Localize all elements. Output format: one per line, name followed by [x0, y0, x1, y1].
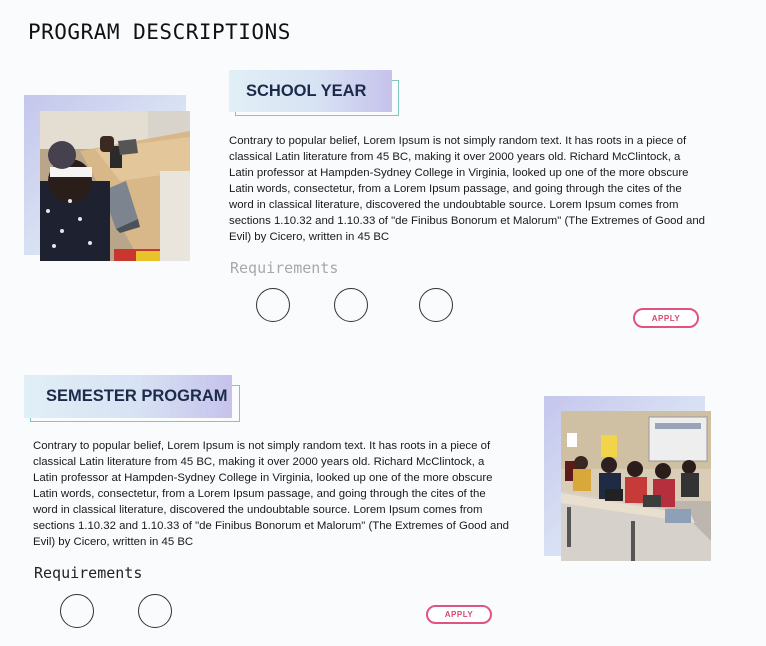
program-title: SEMESTER PROGRAM: [46, 387, 228, 405]
apply-button[interactable]: APPLY: [633, 308, 699, 328]
requirement-icon-circle: [60, 594, 94, 628]
apply-button[interactable]: APPLY: [426, 605, 492, 624]
program-title: SCHOOL YEAR: [246, 81, 367, 100]
page-title: PROGRAM DESCRIPTIONS: [28, 20, 291, 44]
program-photo-students-laptops: [40, 111, 190, 261]
requirements-heading: Requirements: [230, 259, 339, 277]
requirement-icon-circle: [419, 288, 453, 322]
program-title-banner: [24, 375, 240, 423]
program-title-banner: [229, 70, 399, 116]
program-description: Contrary to popular belief, Lorem Ipsum is not simply random text. It has roots in a piece of classical Latin literature from 45 BC, making it over 2000 years old. Richard McClintock, a Latin professor at Hampden-Sydney College in Virginia, looked up one of the more obscure Latin words, consectetur, from a Lorem Ipsum passage, and going through the cites of the word in classical literature, discovered the undoubtable source. Lorem Ipsum comes from sections 1.10.32 and 1.10.33 of "de Finibus Bonorum et Malorum" (The Extremes of Good and Evil) by Cicero, written in 45 BC: [229, 135, 705, 243]
requirement-icon-circle: [334, 288, 368, 322]
program-description: Contrary to popular belief, Lorem Ipsum is not simply random text. It has roots in a piece of classical Latin literature from 45 BC, making it over 2000 years old. Richard McClintock, a Latin professor at Hampden-Sydney College in Virginia, looked up one of the more obscure Latin words, consectetur, from a Lorem Ipsum passage, and going through the cites of the word in classical literature, discovered the undoubtable source. Lorem Ipsum comes from sections 1.10.32 and 1.10.33 of "de Finibus Bonorum et Malorum" (The Extremes of Good and Evil) by Cicero, written in 45 BC: [33, 440, 509, 548]
title-banner-fill: [24, 375, 232, 418]
program-photo-classroom: [561, 411, 711, 561]
requirement-icon-circle: [256, 288, 290, 322]
requirement-icon-circle: [138, 594, 172, 628]
requirements-heading: Requirements: [34, 564, 143, 582]
title-banner-fill: [229, 70, 392, 112]
